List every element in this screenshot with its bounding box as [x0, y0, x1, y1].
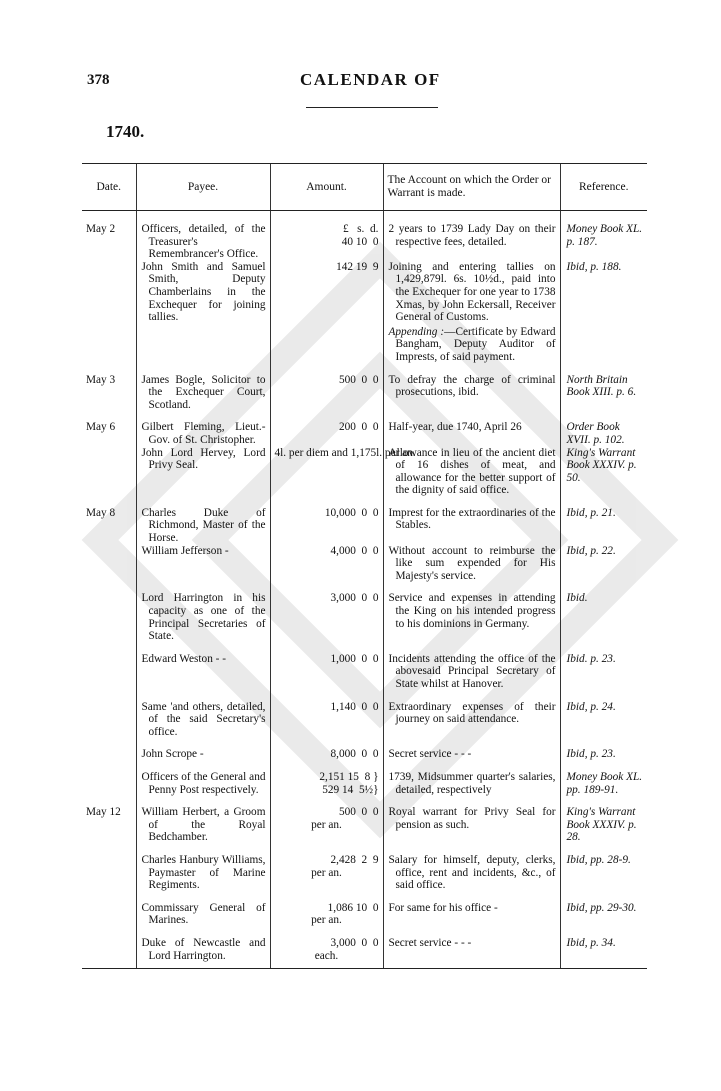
entry-account: For same for his office -	[388, 901, 498, 914]
entry-account-cell	[383, 411, 560, 446]
table-row	[82, 447, 647, 497]
entry-amount-cell	[270, 927, 383, 969]
calendar-table	[82, 163, 647, 969]
entry-amount: 4l. per diem and 1,175l. per an.	[274, 446, 416, 459]
entry-account: Royal warrant for Privy Seal for pension as such.	[388, 806, 556, 831]
entry-payee: Charles Hanbury Williams, Paymaster of Marine Regiments.	[136, 844, 270, 892]
entry-reference-cell	[560, 364, 647, 412]
entry-reference: North Britain Book XIII. p. 6.	[566, 373, 637, 399]
entry-payee: Gilbert Fleming, Lieut.-Gov. of St. Christopher.	[136, 411, 270, 446]
entry-reference: Ibid, p. 188.	[566, 260, 622, 273]
entry-date	[82, 927, 136, 969]
table-row	[82, 643, 647, 691]
entry-reference: Ibid, pp. 29-30.	[566, 901, 637, 914]
appending-note	[388, 325, 556, 364]
entry-date	[82, 545, 136, 583]
entry-payee: William Jefferson -	[136, 545, 270, 583]
entry-amount-cell	[270, 796, 383, 844]
entry-amount: 3,000 0 0	[330, 592, 379, 605]
entry-reference-cell	[560, 844, 647, 892]
table-row	[82, 738, 647, 761]
entry-amount-note: per an.	[311, 818, 342, 831]
entry-account-cell	[383, 761, 560, 796]
entry-payee: Same 'and others, detailed, of the said Secretary's office.	[136, 691, 270, 739]
entry-amount-cell	[270, 761, 383, 796]
entry-amount-cell	[270, 411, 383, 446]
entry-date	[82, 892, 136, 927]
entry-amount: 1,000 0 0	[330, 652, 379, 665]
entry-amount-cell	[270, 497, 383, 545]
table-row	[82, 261, 647, 364]
entry-account: Incidents attending the office of the abovesaid Principal Secretary of State whilst at Hanover.	[388, 652, 556, 690]
entry-account: To defray the charge of criminal prosecutions, ibid.	[388, 373, 556, 399]
table-row	[82, 892, 647, 927]
entry-amount-cell	[270, 261, 383, 364]
entry-account-cell	[383, 497, 560, 545]
table-row	[82, 223, 647, 261]
entry-date: May 3	[86, 373, 116, 386]
entry-account-cell	[383, 364, 560, 412]
entry-amount-cell	[270, 446, 416, 497]
entry-reference-cell	[560, 582, 647, 642]
entry-date	[82, 738, 136, 761]
entry-date	[82, 691, 136, 739]
entry-amount-cell	[270, 364, 383, 412]
entry-amount-cell	[270, 223, 383, 261]
table-row	[82, 582, 647, 642]
entry-reference-cell	[560, 927, 647, 969]
entry-date	[82, 261, 136, 364]
entry-amount: 2,428 2 9	[330, 853, 379, 866]
title-rule	[306, 107, 438, 108]
running-title: CALENDAR OF	[300, 70, 441, 89]
entry-account-cell	[383, 643, 560, 691]
entry-reference: Money Book XL. p. 187.	[566, 223, 643, 248]
entry-reference: Ibid.	[566, 592, 588, 605]
entry-amount: 4,000 0 0	[330, 544, 379, 557]
entry-reference-cell	[560, 223, 647, 261]
entry-payee: Charles Duke of Richmond, Master of the Horse.	[136, 497, 270, 545]
entry-reference: Money Book XL. pp. 189-91.	[566, 770, 643, 796]
account-column-header: The Account on which the Order or Warrant is made.	[383, 164, 560, 211]
table-row	[82, 497, 647, 545]
entry-reference-cell	[560, 796, 647, 844]
entry-amount: 3,000 0 0	[330, 936, 379, 949]
entry-payee: William Herbert, a Groom of the Royal Bedchamber.	[136, 796, 270, 844]
entry-reference-cell	[560, 643, 647, 691]
entry-reference: Ibid. p. 23.	[566, 652, 616, 665]
entry-reference: Ibid, p. 23.	[566, 748, 616, 761]
entry-account: Joining and entering tallies on 1,429,879l. 6s. 10½d., paid into the Exchequer for one year to 1738 Xmas, by John Eckersall, Receiver General of Customs.	[388, 260, 556, 324]
table-row	[82, 796, 647, 844]
entry-amount-note: per an.	[311, 866, 342, 879]
table-row	[82, 364, 647, 412]
entry-reference-cell	[560, 411, 647, 446]
entry-amount: 500 0 0	[338, 806, 379, 819]
entry-date	[82, 761, 136, 796]
entry-amount-note: per an.	[311, 914, 342, 927]
entry-amount-cell	[270, 643, 383, 691]
entry-reference: King's Warrant Book XXXIV. p. 28.	[566, 806, 637, 844]
entry-reference: Ibid, p. 24.	[566, 700, 616, 713]
table-row	[82, 691, 647, 739]
entry-date	[82, 844, 136, 892]
entry-account-cell	[383, 844, 560, 892]
entry-date	[82, 643, 136, 691]
entry-account-cell	[383, 691, 560, 739]
entry-payee: Officers, detailed, of the Treasurer's Remembrancer's Office.	[136, 223, 270, 261]
entry-date	[82, 447, 136, 497]
entry-amount: 2,151 15 8 } 529 14 5½}	[319, 770, 379, 796]
payee-column-header: Payee.	[136, 164, 270, 211]
entry-amount-cell	[270, 892, 383, 927]
entry-amount-cell	[270, 545, 383, 583]
amount-column-header: Amount.	[270, 164, 383, 211]
entry-date: May 8	[86, 506, 116, 519]
table-row	[82, 844, 647, 892]
entry-payee: John Scrope -	[136, 738, 270, 761]
entry-account: Half-year, due 1740, April 26	[388, 421, 522, 434]
entry-reference-cell	[560, 497, 647, 545]
entry-reference-cell	[560, 447, 647, 497]
year-heading: 1740.	[106, 122, 145, 141]
entry-account-cell	[383, 261, 560, 364]
page-number: 378	[87, 72, 110, 88]
entry-account-cell	[383, 582, 560, 642]
entry-account-cell	[383, 545, 560, 583]
entry-amount: 8,000 0 0	[330, 748, 379, 761]
entry-amount-cell	[270, 738, 383, 761]
currency-header: £ s. d.	[343, 223, 379, 235]
entry-reference-cell	[560, 738, 647, 761]
entry-amount-cell	[270, 844, 383, 892]
reference-column-header: Reference.	[560, 164, 647, 211]
appending-text: —Certificate by Edward Bangham, Deputy Auditor of Imprests, of said payment.	[395, 325, 556, 363]
entry-amount: 200 0 0	[338, 421, 379, 434]
entry-payee: James Bogle, Solicitor to the Exchequer Court, Scotland.	[136, 364, 270, 412]
entry-account-cell	[383, 447, 560, 497]
entry-amount: 40 10 0	[341, 235, 379, 248]
entry-amount: 142 19 9	[336, 260, 379, 273]
entry-account-cell	[383, 223, 560, 261]
entry-amount: 10,000 0 0	[324, 506, 379, 519]
entry-reference: King's Warrant Book XXXIV. p. 50.	[566, 446, 637, 484]
entry-account: 1739, Midsummer quarter's salaries, detailed, respectively	[388, 770, 556, 796]
table-row	[82, 761, 647, 796]
entry-amount: 1,086 10 0	[327, 901, 379, 914]
entry-amount-cell	[270, 582, 383, 642]
date-column-header: Date.	[82, 164, 136, 211]
entry-payee: Lord Harrington in his capacity as one of the Principal Secretaries of State.	[136, 582, 270, 642]
entry-reference-cell	[560, 545, 647, 583]
entry-reference-cell	[560, 892, 647, 927]
entry-payee: Edward Weston - -	[136, 643, 270, 691]
entry-account-cell	[383, 927, 560, 969]
table-row	[82, 927, 647, 969]
entry-reference-cell	[560, 261, 647, 364]
entry-amount-cell	[270, 691, 383, 739]
entry-account: Service and expenses in attending the King on his intended progress to his dominions in Germany.	[388, 592, 556, 630]
entry-payee: Officers of the General and Penny Post respectively.	[136, 761, 270, 796]
entry-date: May 6	[86, 421, 116, 434]
entry-account: Salary for himself, deputy, clerks, office, rent and incidents, &c., of said office.	[388, 853, 556, 892]
entry-reference: Order Book XVII. p. 102.	[566, 421, 625, 446]
entry-payee: Duke of Newcastle and Lord Harrington.	[136, 927, 270, 969]
entry-reference-cell	[560, 761, 647, 796]
entry-account: Secret service - - -	[388, 936, 472, 949]
entry-reference-cell	[560, 691, 647, 739]
entry-amount-note: each.	[314, 949, 339, 962]
entry-reference: Ibid, p. 22.	[566, 544, 616, 557]
entry-account: Imprest for the extraordinaries of the Stables.	[388, 506, 556, 532]
entry-payee: John Lord Hervey, Lord Privy Seal.	[136, 447, 270, 497]
entry-date: May 12	[86, 806, 121, 819]
entry-date: May 2	[86, 223, 116, 235]
entry-amount: 500 0 0	[338, 373, 379, 386]
entry-account: 2 years to 1739 Lady Day on their respective fees, detailed.	[388, 223, 556, 248]
table-row	[82, 411, 647, 446]
appending-label: Appending :	[388, 325, 445, 338]
entry-reference: Ibid, p. 21.	[566, 506, 616, 519]
entry-payee: Commissary General of Marines.	[136, 892, 270, 927]
table-row	[82, 545, 647, 583]
table-header-row	[82, 164, 647, 211]
entry-reference: Ibid, p. 34.	[566, 936, 616, 949]
entry-date	[82, 582, 136, 642]
entry-reference: Ibid, pp. 28-9.	[566, 853, 631, 866]
entry-account-cell	[383, 796, 560, 844]
entry-account: Allowance in lieu of the ancient diet of 16 dishes of meat, and allowance for the better support of the dignity of said office.	[388, 446, 556, 497]
entry-amount: 1,140 0 0	[330, 700, 379, 713]
entry-payee: John Smith and Samuel Smith, Deputy Chamberlains in the Exchequer for joining tallies.	[136, 261, 270, 364]
entry-account-cell	[383, 738, 560, 761]
entry-account: Without account to reimburse the like sum expended for His Majesty's service.	[388, 544, 556, 582]
entry-account: Secret service - - -	[388, 748, 472, 761]
entry-account-cell	[383, 892, 560, 927]
entry-account: Extraordinary expenses of their journey on said attendance.	[388, 700, 556, 726]
